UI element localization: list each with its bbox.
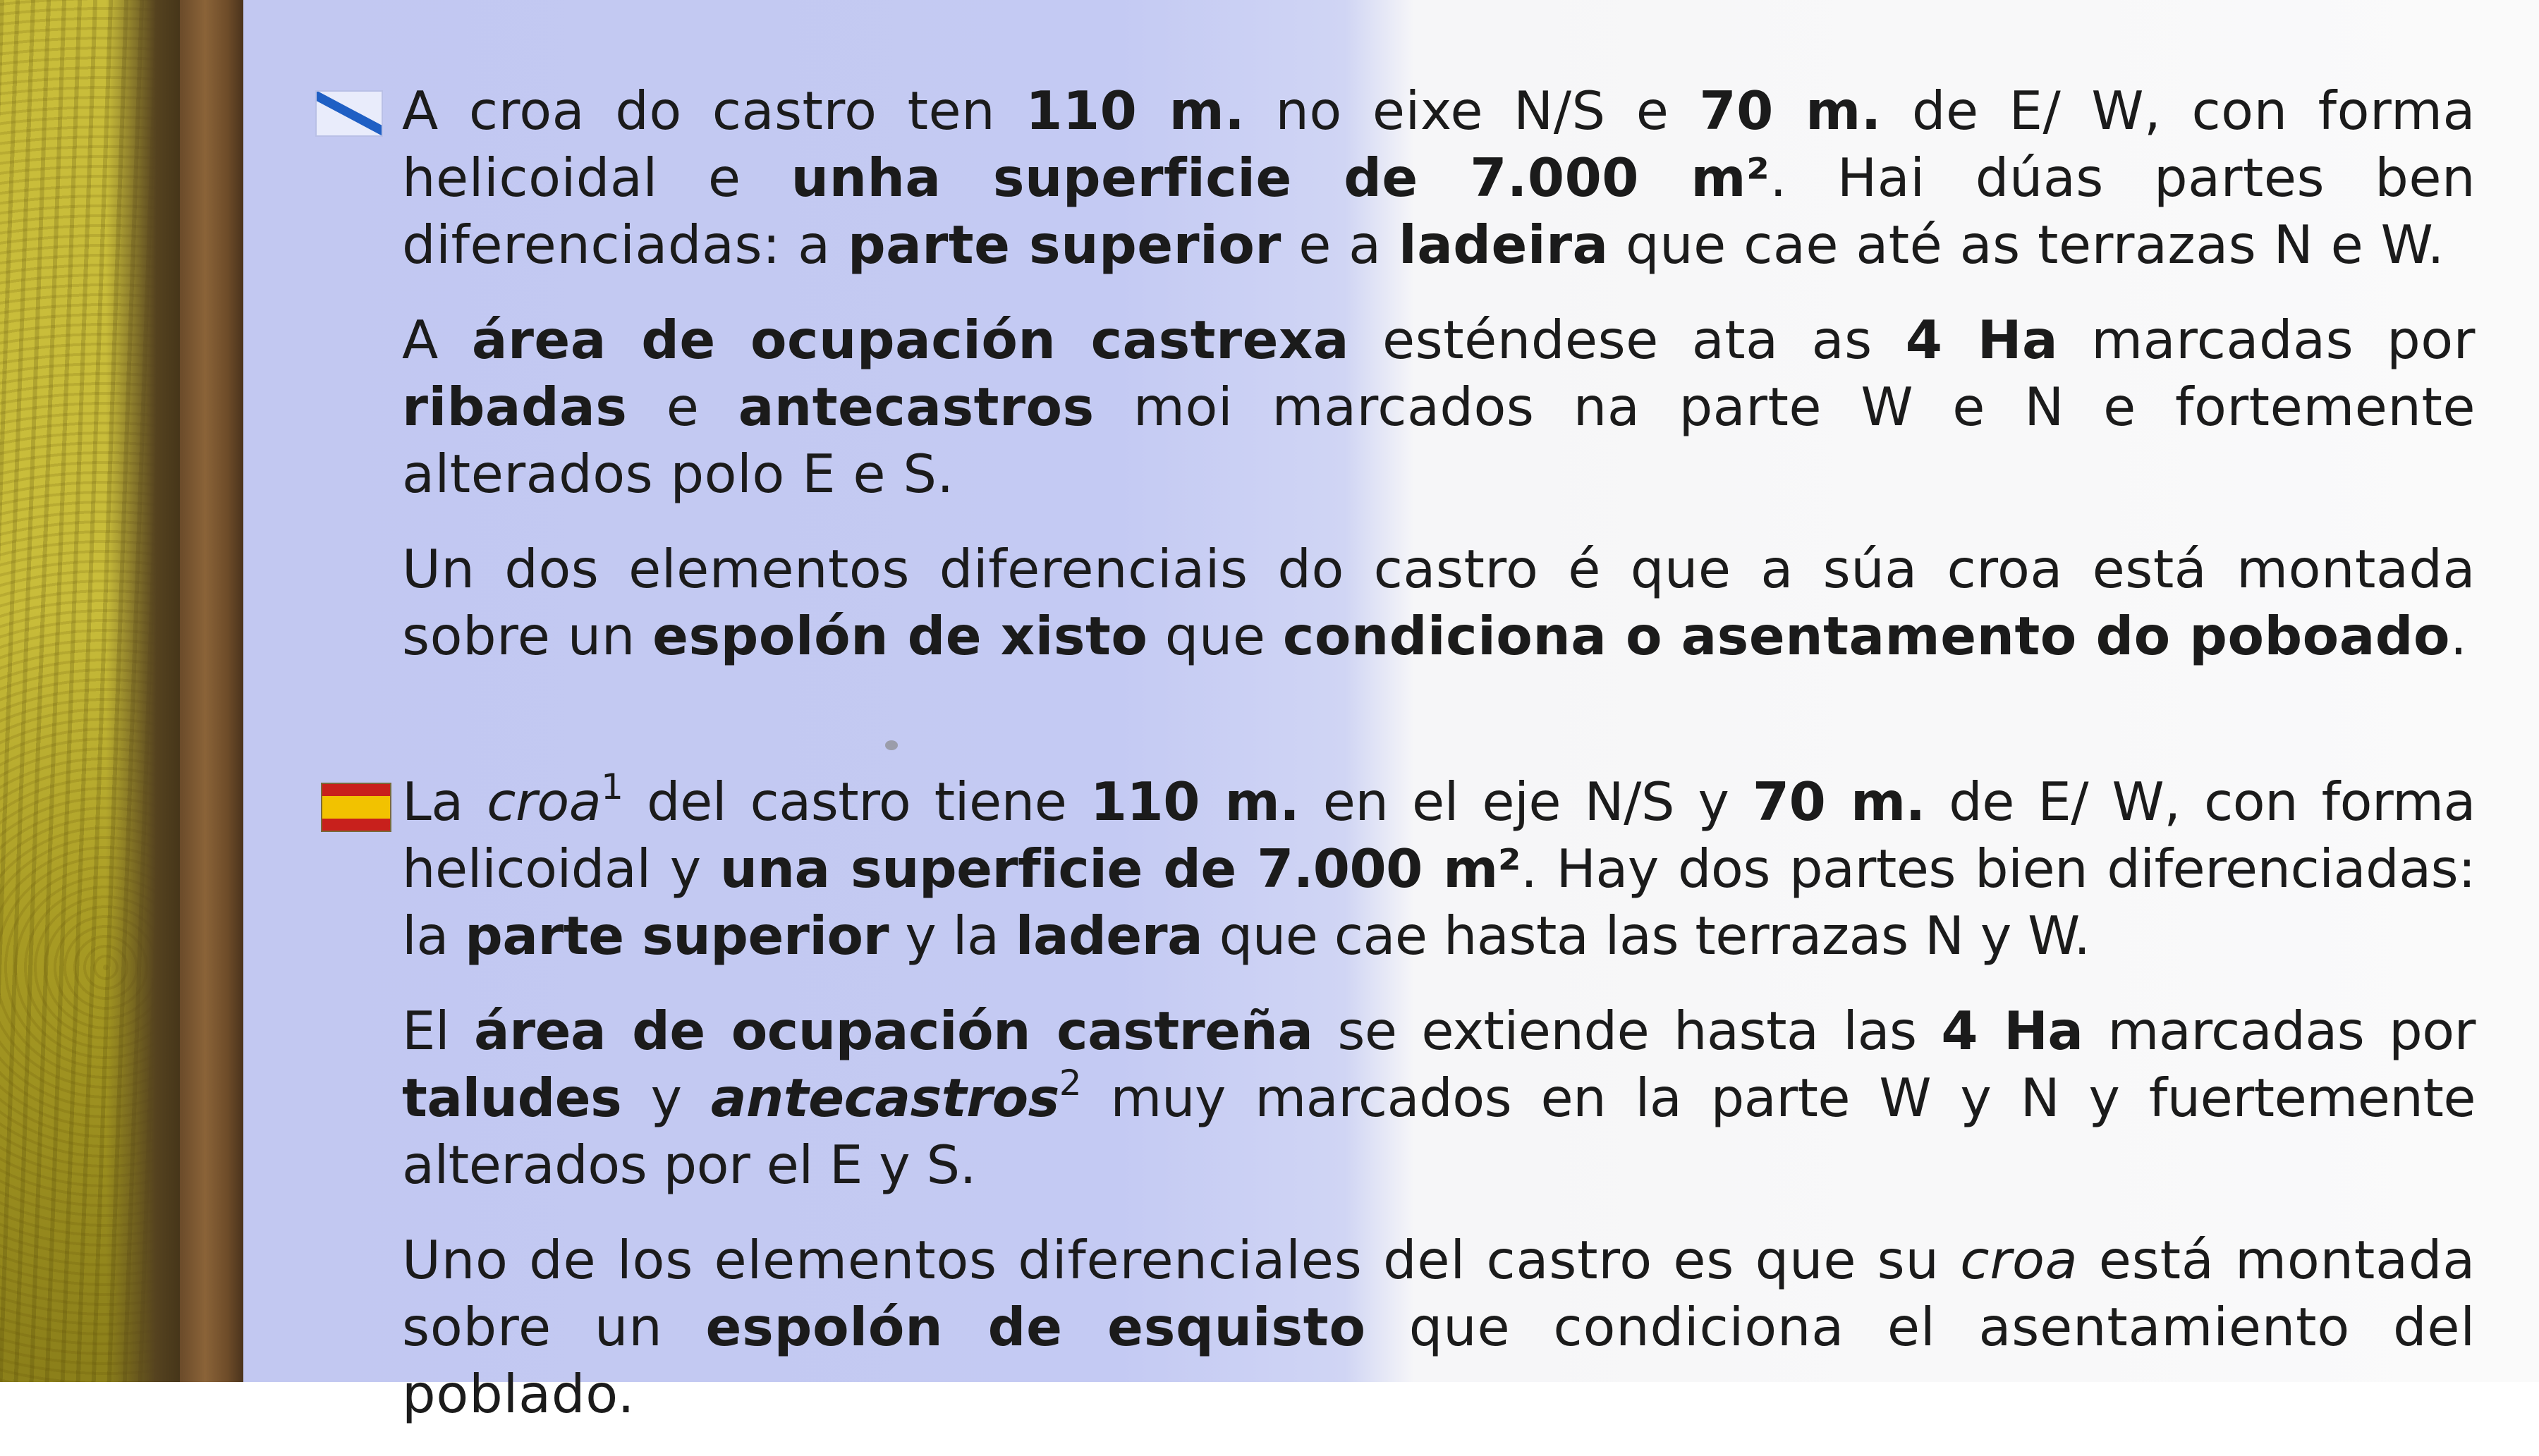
sign-frame (180, 0, 243, 1382)
spain-flag-red-top (322, 784, 390, 796)
spanish-paragraph-3: Uno de los elementos diferenciales del castro es que su croa está montada sobre un espolón de esquisto que condiciona el asentamiento del poblado. (402, 1229, 2476, 1425)
spanish-paragraph-1: La croa$^1$ del castro tiene 110 m. en el eje N/S y 70 m. de E/ W, con forma helicoidal y una superficie de 7.000 m². Hay dos partes bien diferenciadas: la parte superior y la ladera que cae hasta las terrazas N y W. (402, 766, 2476, 967)
galician-text-block (402, 78, 2476, 698)
galicia-flag-stripe (315, 91, 383, 137)
spain-flag-yellow (322, 796, 390, 819)
spain-flag-red-bottom (322, 819, 390, 831)
spanish-paragraph-2: El área de ocupación castreña se extiende hasta las 4 Ha marcadas por taludes y antecastros$^2$ muy marcados en la parte W y N y fuertemente alterados por el E y S. (402, 1000, 2476, 1196)
spanish-text-block (402, 766, 2476, 1456)
galicia-flag-icon (315, 90, 383, 137)
galician-paragraph-3: Un dos elementos diferenciais do castro é que a súa croa está montada sobre un espolón de xisto que condiciona o asentamento do poboado. (402, 538, 2476, 667)
spain-flag-icon (321, 783, 391, 832)
galician-paragraph-1: A croa do castro ten 110 m. no eixe N/S e 70 m. de E/ W, con forma helicoidal e unha superficie de 7.000 m². Hai dúas partes ben diferenciadas: a parte superior e a ladeira que cae até as terrazas N e W. (402, 80, 2476, 276)
galician-paragraph-2: A área de ocupación castrexa esténdese ata as 4 Ha marcadas por ribadas e antecastros moi marcados na parte W e N e fortemente alterados polo E e S. (402, 309, 2476, 505)
screw-mark (885, 740, 898, 750)
